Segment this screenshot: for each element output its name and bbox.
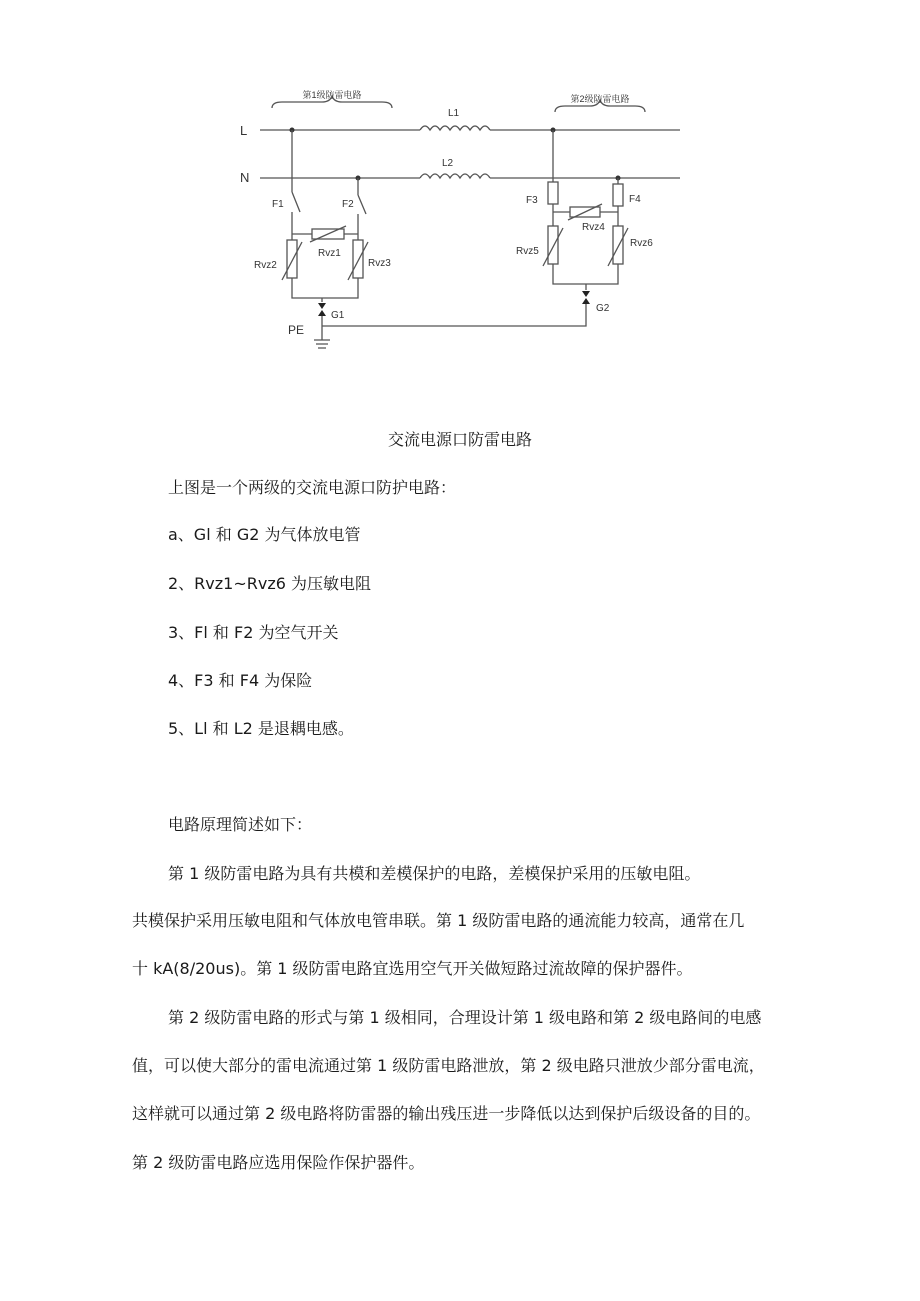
list-item: 3、Fl 和 F2 为空气开关: [168, 623, 339, 642]
paragraph-line: 值，可以使大部分的雷电流通过第 1 级防雷电路泄放，第 2 级电路只泄放少部分雷电流，: [132, 1056, 765, 1075]
G1-label: G1: [331, 310, 345, 321]
paragraph-line: 第 1 级防雷电路为具有共模和差模保护的电路，差模保护采用的压敏电阻。: [168, 864, 701, 883]
paragraph-line: 第 2 级防雷电路应选用保险作保护器件。: [132, 1153, 425, 1172]
Rvz5-label: Rvz5: [516, 246, 539, 257]
varistor-Rvz3: [353, 240, 363, 278]
gas-tube-G2: [582, 291, 590, 304]
varistor-Rvz6: [613, 226, 623, 264]
Rvz1-label: Rvz1: [318, 248, 341, 259]
lightning-protection-circuit-diagram: [230, 80, 690, 360]
Rvz4-label: Rvz4: [582, 222, 605, 233]
paragraph-line: 十 kA(8/20us)。第 1 级防雷电路宜选用空气开关做短路过流故障的保护器件。: [132, 959, 693, 978]
list-item: 5、Ll 和 L2 是退耦电感。: [168, 719, 354, 738]
F1-label: F1: [272, 199, 284, 210]
F3-label: F3: [526, 195, 538, 206]
switch-F2: [358, 178, 366, 222]
principle-title: 电路原理简述如下：: [168, 815, 313, 834]
list-item: 4、F3 和 F4 为保险: [168, 671, 313, 690]
L1-label: L1: [448, 108, 460, 119]
paragraph-line: 第 2 级防雷电路的形式与第 1 级相同，合理设计第 1 级电路和第 2 级电路间的电感: [168, 1008, 762, 1027]
varistor-Rvz2: [287, 240, 297, 278]
Rvz2-label: Rvz2: [254, 260, 277, 271]
gas-tube-G1: [318, 303, 326, 316]
Rvz6-label: Rvz6: [630, 238, 653, 249]
varistor-Rvz5: [548, 226, 558, 264]
paragraph-line: 共模保护采用压敏电阻和气体放电管串联。第 1 级防雷电路的通流能力较高，通常在几: [132, 911, 745, 930]
paragraph-line: 这样就可以通过第 2 级电路将防雷器的输出残压进一步降低以达到保护后级设备的目的。: [132, 1104, 761, 1123]
list-item: 2、Rvz1~Rvz6 为压敏电阻: [168, 574, 372, 593]
Rvz3-label: Rvz3: [368, 258, 391, 269]
line-N-label: N: [240, 170, 250, 185]
line-L-label: L: [240, 123, 248, 138]
switch-F1: [292, 130, 300, 222]
inductor-L2: [420, 174, 490, 178]
stage2-label: 第2级防雷电路: [570, 94, 630, 104]
PE-label: PE: [288, 323, 305, 337]
list-item: a、Gl 和 G2 为气体放电管: [168, 525, 361, 544]
inductor-L1: [420, 126, 490, 130]
fuse-F4: [613, 184, 623, 206]
L2-label: L2: [442, 158, 454, 169]
figure-caption: 交流电源口防雷电路: [387, 430, 532, 449]
fuse-F3: [548, 182, 558, 204]
F2-label: F2: [342, 199, 354, 210]
intro-text: 上图是一个两级的交流电源口防护电路：: [168, 478, 457, 497]
stage1-label: 第1级防雷电路: [302, 90, 362, 100]
G2-label: G2: [596, 303, 610, 314]
F4-label: F4: [629, 194, 641, 205]
